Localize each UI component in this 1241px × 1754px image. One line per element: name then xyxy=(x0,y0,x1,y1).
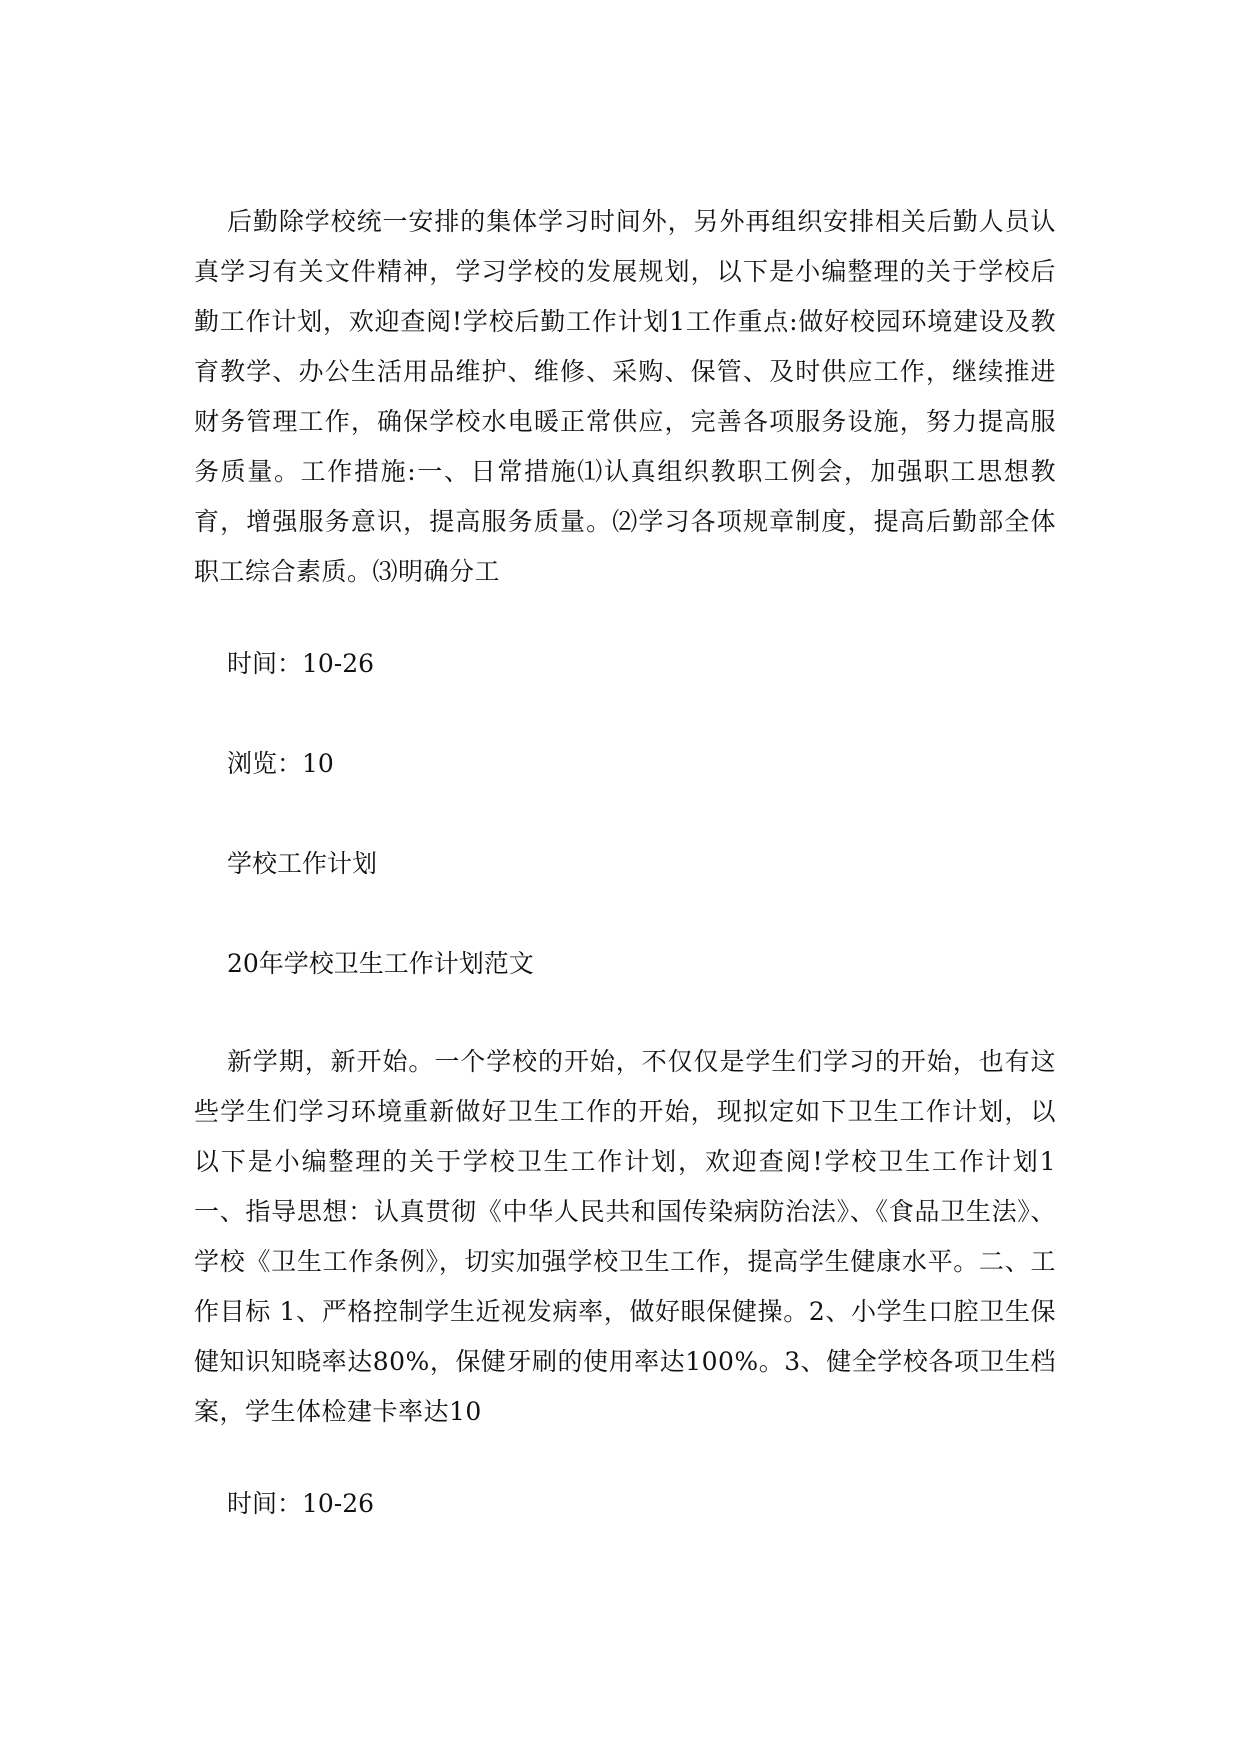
article-views: 浏览：10 xyxy=(227,749,334,778)
article-time-2: 时间：10-26 xyxy=(227,1489,375,1518)
article-time: 时间：10-26 xyxy=(227,649,375,678)
article-body-logistics: 后勤除学校统一安排的集体学习时间外，另外再组织安排相关后勤人员认真学习有关文件精神，学习学校的发展规划，以下是小编整理的关于学校后勤工作计划，欢迎查阅!学校后勤工作计划1工作重点:做好校园环境建设及教育教学、办公生活用品维护、维修、采购、保管、及时供应工作，继续推进财务管理工作，确保学校水电暖正常供应，完善各项服务设施，努力提高服务质量。工作措施:一、日常措施⑴认真组织教职工例会，加强职工思想教育，增强服务意识，提高服务质量。⑵学习各项规章制度，提高后勤部全体职工综合素质。⑶明确分工 xyxy=(194,207,1056,586)
article-category: 学校工作计划 xyxy=(227,849,378,878)
article-title-hygiene: 20年学校卫生工作计划范文 xyxy=(227,949,534,978)
article-body-hygiene: 新学期，新开始。一个学校的开始，不仅仅是学生们学习的开始，也有这些学生们学习环境重新做好卫生工作的开始，现拟定如下卫生工作计划，以以下是小编整理的关于学校卫生工作计划，欢迎查阅!学校卫生工作计划1一、指导思想：认真贯彻《中华人民共和国传染病防治法》、《食品卫生法》、学校《卫生工作条例》，切实加强学校卫生工作，提高学生健康水平。二、工作目标 1、严格控制学生近视发病率，做好眼保健操。2、小学生口腔卫生保健知识知晓率达80%，保健牙刷的使用率达100%。3、健全学校各项卫生档案，学生体检建卡率达10 xyxy=(194,1047,1056,1426)
